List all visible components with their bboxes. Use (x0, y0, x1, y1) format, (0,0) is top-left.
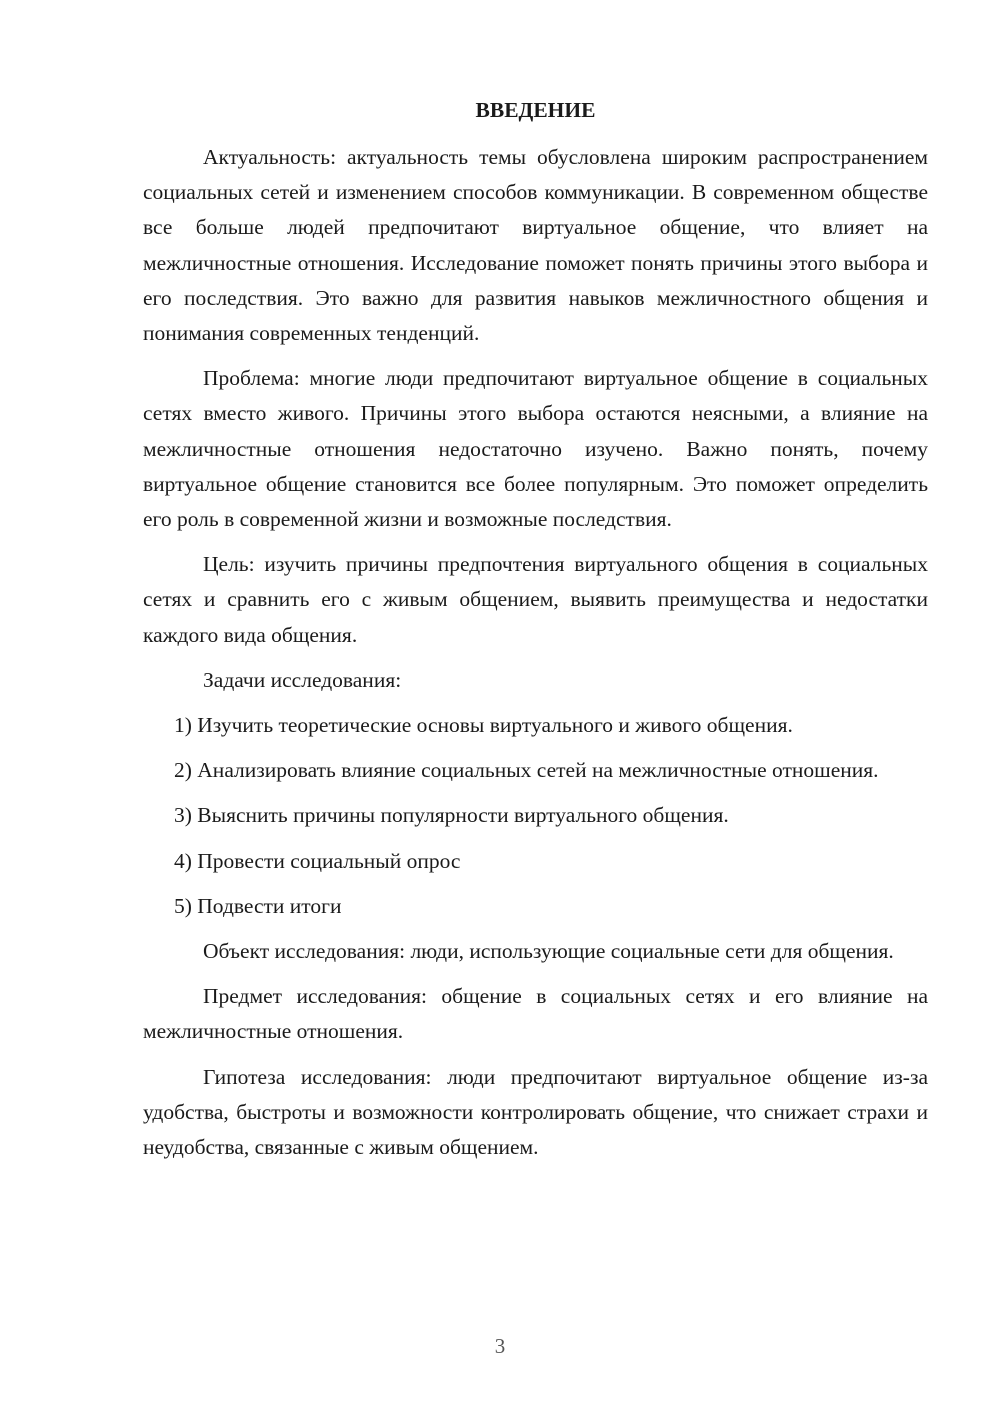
tasks-heading: Задачи исследования: (203, 667, 402, 692)
problem-paragraph: Проблема: многие люди предпочитают виртуальное общение в социальных сетях вместо живого. Причины этого выбора остаются неясными, а влияние на межличностные отношения недостаточно изучено. Важно понять, почему виртуальное общение становится все более популярным. Это поможет определить его роль в современной жизни и возможные последствия. (143, 366, 928, 532)
section-title: ВВЕДЕНИЕ (475, 98, 596, 122)
object-paragraph: Объект исследования: люди, использующие социальные сети для общения. (203, 939, 894, 964)
document-page (143, 95, 928, 1175)
relevance-paragraph: Актуальность: актуальность темы обусловлена широким распространением социальных сетей и изменением способов коммуникации. В современном обществе все больше людей предпочитают виртуальное общение, что влияет на межличностные отношения. Исследование поможет понять причины этого выбора и его последствия. Это важно для развития навыков межличностного общения и понимания современных тенденций. (143, 145, 928, 346)
page-number: 3 (494, 1334, 506, 1358)
task-item: 1) Изучить теоретические основы виртуального и живого общения. (174, 713, 793, 738)
hypothesis-paragraph: Гипотеза исследования: люди предпочитают виртуальное общение из-за удобства, быстроты и возможности контролировать общение, что снижает страхи и неудобства, связанные с живым общением. (143, 1064, 928, 1160)
task-item: 4) Провести социальный опрос (174, 848, 461, 873)
goal-paragraph: Цель: изучить причины предпочтения виртуального общения в социальных сетях и сравнить его с живым общением, выявить преимущества и недостатки каждого вида общения. (143, 552, 928, 647)
task-item: 3) Выяснить причины популярности виртуального общения. (174, 803, 729, 828)
task-item: 5) Подвести итоги (174, 893, 342, 918)
task-item: 2) Анализировать влияние социальных сетей на межличностные отношения. (174, 758, 879, 783)
subject-paragraph: Предмет исследования: общение в социальных сетях и его влияние на межличностные отношения. (143, 984, 928, 1044)
